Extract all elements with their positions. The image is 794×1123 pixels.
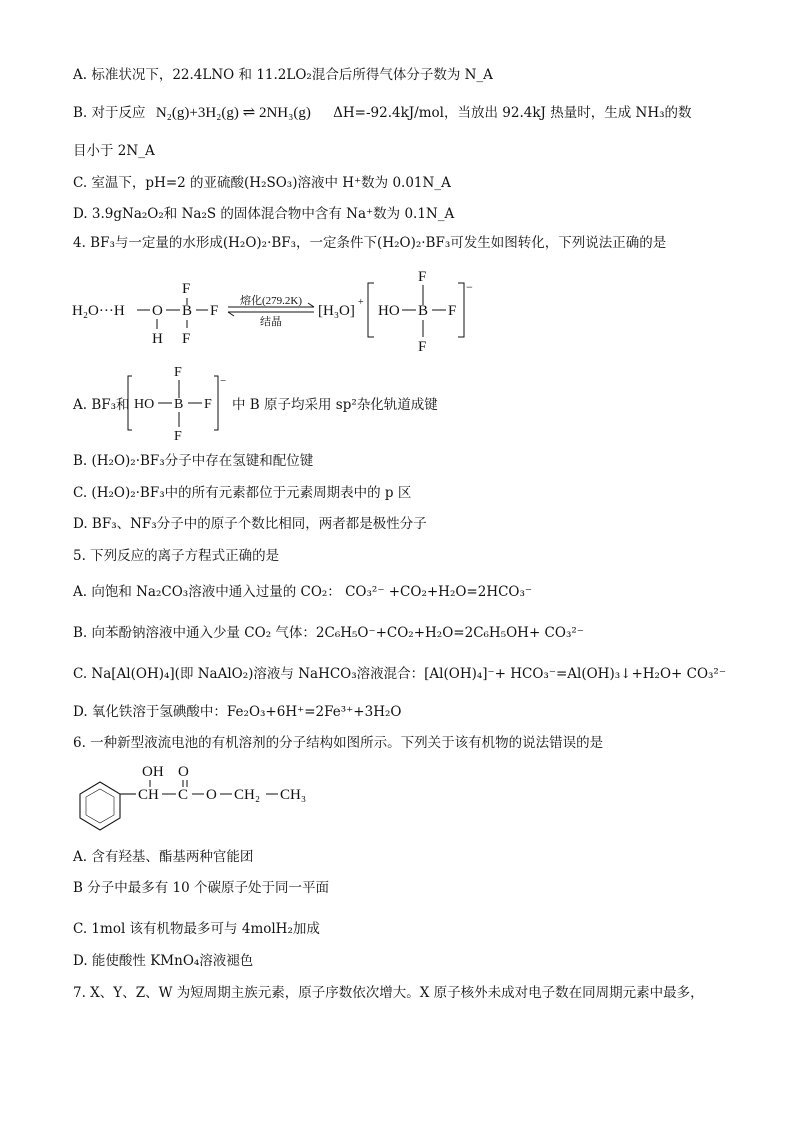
q4-conversion-diagram: [70, 265, 490, 353]
svg-text:−: −: [220, 375, 227, 387]
svg-text:F: F: [448, 303, 457, 319]
q3-option-b-reaction: N₂(g)+3H₂(g) ⇌ 2NH₃(g): [155, 105, 311, 121]
q3-option-c: C. 室温下，pH=2 的亚硫酸(H₂SO₃)溶液中 H⁺数为 0.01N_A: [73, 175, 451, 191]
svg-text:[H₃O]: [H₃O]: [318, 303, 355, 319]
q4-option-a-structure: [126, 364, 236, 442]
q3-option-a: A. 标准状况下，22.4LNO 和 11.2LO₂混合后所得气体分子数为 N_A: [73, 67, 493, 83]
svg-text:OH: OH: [142, 764, 164, 780]
q3-option-b: [73, 104, 692, 122]
q6-option-a: A. 含有羟基、酯基两种官能团: [73, 849, 254, 865]
q4-option-a-suffix: 中 B 原子均采用 sp²杂化轨道成键: [232, 397, 438, 413]
svg-text:+: +: [358, 297, 364, 308]
svg-text:HO: HO: [378, 303, 400, 319]
svg-text:F: F: [182, 281, 191, 297]
q4-option-b: B. (H₂O)₂·BF₃分子中存在氢键和配位键: [73, 453, 314, 469]
q6-option-c: C. 1mol 该有机物最多可与 4molH₂加成: [73, 921, 320, 937]
svg-text:F: F: [174, 429, 182, 442]
q6-option-d: D. 能使酸性 KMnO₄溶液褪色: [73, 953, 254, 969]
svg-text:H₂O···H: H₂O···H: [72, 303, 125, 319]
svg-text:B: B: [174, 397, 184, 412]
q5-option-b: B. 向苯酚钠溶液中通入少量 CO₂ 气体：2C₆H₅O⁻+CO₂+H₂O=2C₆H₅OH+ CO₃²⁻: [73, 625, 584, 641]
q3-option-b-prefix: B. 对于反应: [73, 105, 146, 121]
svg-text:F: F: [210, 303, 219, 319]
q4-option-a-prefix: A. BF₃和: [73, 397, 130, 413]
svg-text:HO: HO: [134, 397, 155, 412]
q3-option-d: D. 3.9gNa₂O₂和 Na₂S 的固体混合物中含有 Na⁺数为 0.1N_A: [73, 206, 455, 222]
q4-stem: 4. BF₃与一定量的水形成(H₂O)₂·BF₃，一定条件下(H₂O)₂·BF₃可发生如图转化，下列说法正确的是: [73, 235, 667, 251]
svg-text:C: C: [178, 787, 189, 803]
q5-option-d: D. 氧化铁溶于氢碘酸中：Fe₂O₃+6H⁺=2Fe³⁺+3H₂O: [73, 704, 402, 720]
svg-text:O: O: [178, 764, 189, 780]
svg-text:O: O: [206, 787, 217, 803]
svg-text:CH: CH: [138, 787, 159, 803]
q4-option-c: C. (H₂O)₂·BF₃中的所有元素都位于元素周期表中的 p 区: [73, 485, 412, 501]
q4-arrow-top-label: 熔化(279.2K): [239, 295, 303, 307]
q6-molecule-structure: [70, 758, 330, 838]
q5-option-a: A. 向饱和 Na₂CO₃溶液中通入过量的 CO₂： CO₃²⁻ +CO₂+H₂O=2HCO₃⁻: [73, 584, 533, 600]
q4-arrow-bottom-label: 结晶: [260, 316, 282, 328]
svg-text:CH₂: CH₂: [234, 787, 261, 803]
q7-stem: 7. X、Y、Z、W 为短周期主族元素，原子序数依次增大。X 原子核外未成对电子数在同周期元素中最多，: [73, 985, 704, 1001]
q6-option-b: B 分子中最多有 10 个碳原子处于同一平面: [73, 880, 329, 896]
q5-option-c: C. Na[Al(OH)₄](即 NaAlO₂)溶液与 NaHCO₃溶液混合：[Al(OH)₄]⁻+ HCO₃⁻=Al(OH)₃↓+H₂O+ CO₃²⁻: [73, 666, 726, 682]
q5-stem: 5. 下列反应的离子方程式正确的是: [73, 548, 280, 564]
svg-text:CH₃: CH₃: [280, 787, 307, 803]
svg-text:−: −: [466, 280, 473, 294]
q4-option-d: D. BF₃、NF₃分子中的原子个数比相同，两者都是极性分子: [73, 516, 427, 532]
svg-text:F: F: [418, 269, 427, 285]
svg-text:F: F: [204, 397, 212, 412]
q3-option-b-suffix: ΔH=-92.4kJ/mol，当放出 92.4kJ 热量时，生成 NH₃的数: [333, 105, 692, 121]
q3-option-b-cont: 目小于 2N_A: [73, 143, 155, 159]
svg-text:O: O: [152, 303, 163, 319]
svg-text:B: B: [182, 303, 193, 319]
q6-stem: 6. 一种新型液流电池的有机溶剂的分子结构如图所示。下列关于该有机物的说法错误的是: [73, 735, 604, 751]
svg-text:F: F: [182, 331, 191, 347]
svg-text:F: F: [174, 365, 182, 380]
svg-text:H: H: [152, 331, 163, 347]
svg-text:F: F: [418, 339, 427, 353]
svg-text:B: B: [418, 303, 429, 319]
